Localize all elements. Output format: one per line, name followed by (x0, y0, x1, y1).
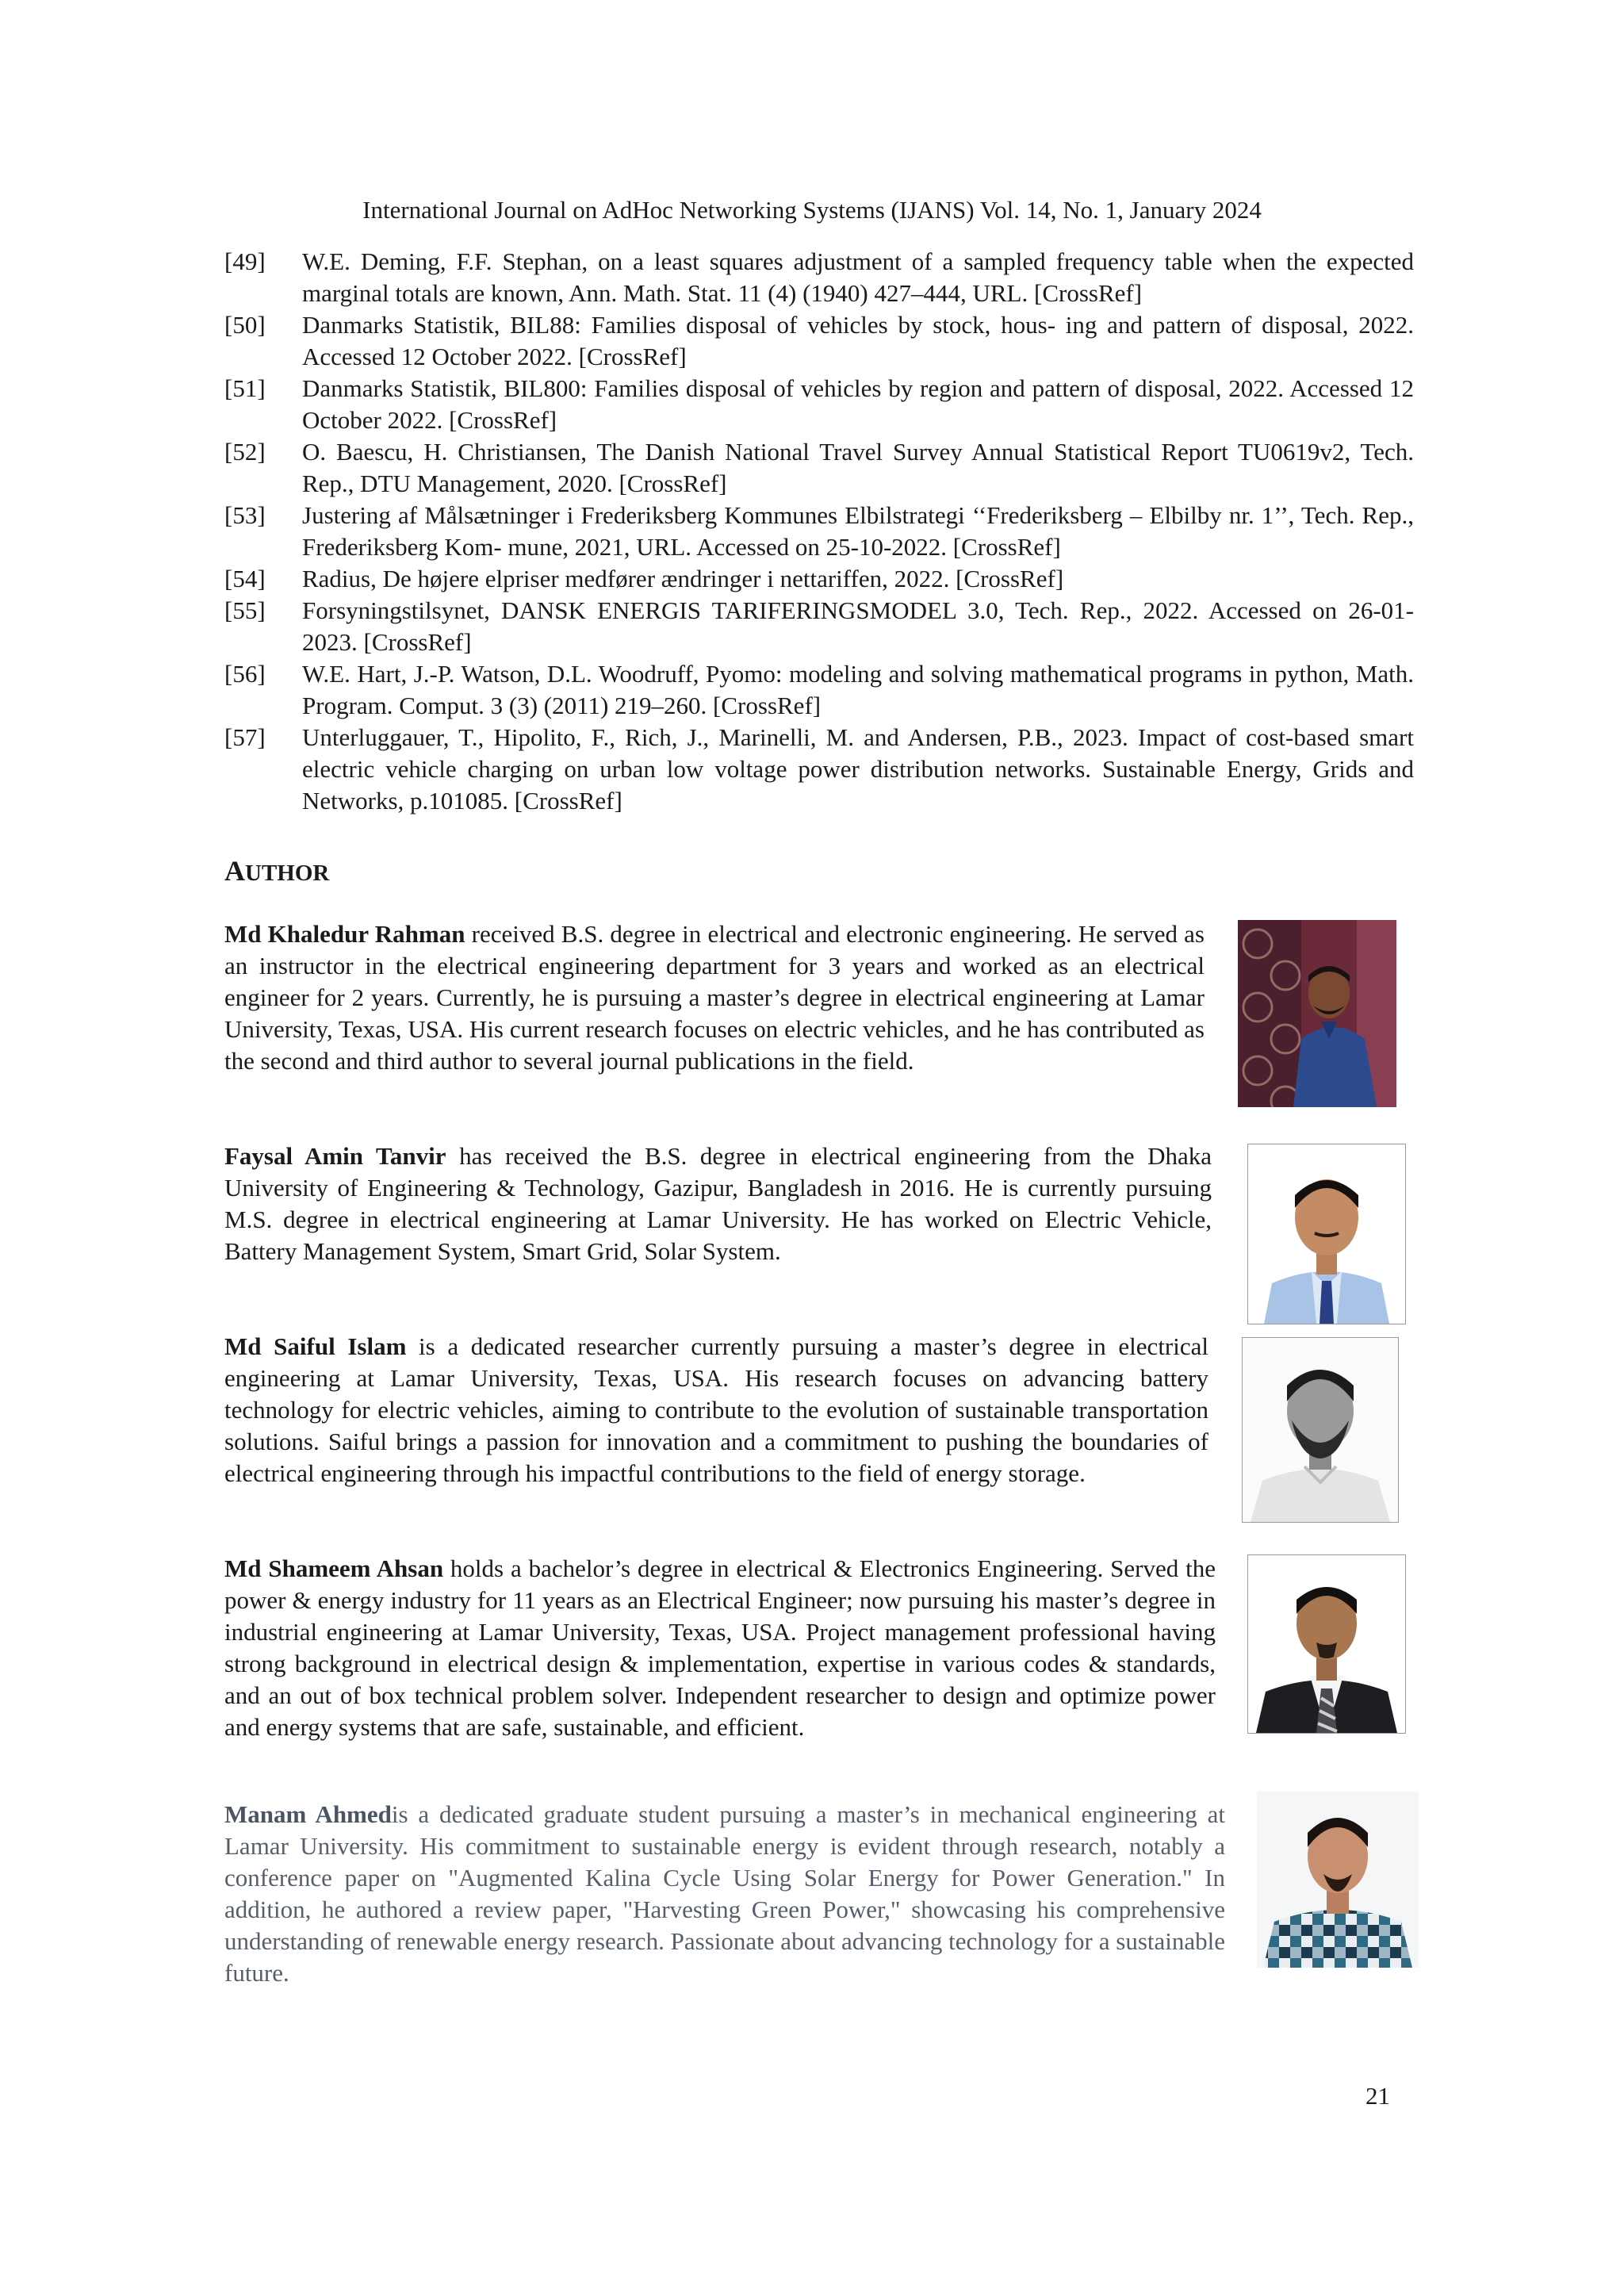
author-bio-text: is a dedicated researcher currently pursuing a master’s degree in electrical engineering at Lamar University, Texas, USA. His research focuses on advancing battery technology for electric vehicles, aiming to contribute to the evolution of sustainable transportation solutions. Saiful brings a passion for innovation and a commitment to pushing the boundaries of electrical engineering through his impactful contributions to the field of energy storage. (224, 1332, 1208, 1487)
author-photo (1238, 920, 1396, 1107)
reference-item (224, 309, 1414, 373)
reference-number: [54] (224, 565, 266, 592)
reference-text: Danmarks Statistik, BIL800: Families disposal of vehicles by region and pattern of disposal, 2022. Accessed 12 October 2022. [CrossRef] (302, 374, 1414, 434)
reference-number: [49] (224, 247, 266, 275)
reference-text: O. Baescu, H. Christiansen, The Danish National Travel Survey Annual Statistical Report TU0619v2, Tech. Rep., DTU Management, 2020. [CrossRef] (302, 438, 1414, 497)
author-bio-text: is a dedicated graduate student pursuing a master’s in mechanical engineering at Lamar University. His commitment to sustainable energy is evident through research, notably a conference paper on "Augmented Kalina Cycle Using Solar Energy for Power Generation." In addition, he authored a review paper, "Harvesting Green Power," showcasing his comprehensive understanding of renewable energy research. Passionate about advancing technology for a sustainable future. (224, 1800, 1225, 1987)
author-photo (1257, 1792, 1419, 1968)
reference-list (224, 246, 1414, 817)
author-bio (224, 1331, 1208, 1489)
author-name: Manam Ahmed (224, 1800, 392, 1828)
author-bio-text: received B.S. degree in electrical and electronic engineering. He served as an instructor in the electrical engineering department for 3 years and worked as an electrical engineer for 2 years. Currently, he is pursuing a master’s degree in electrical engineering at Lamar University, Texas, USA. His current research focuses on electric vehicles, and he has contributed as the second and third author to several journal publications in the field. (224, 920, 1205, 1075)
reference-text: Justering af Målsætninger i Frederiksberg Kommunes Elbilstrategi ‘‘Frederiksberg – Elbilby nr. 1’’, Tech. Rep., Frederiksberg Kom- mune, 2021, URL. Accessed on 25-10-2022. [CrossRef] (302, 501, 1414, 561)
reference-item (224, 500, 1414, 563)
reference-number: [53] (224, 501, 266, 529)
reference-number: [51] (224, 374, 266, 402)
reference-item (224, 563, 1414, 595)
journal-header: International Journal on AdHoc Networking Systems (IJANS) Vol. 14, No. 1, January 2024 (362, 196, 1262, 224)
author-name: Md Saiful Islam (224, 1332, 407, 1360)
reference-number: [50] (224, 311, 266, 339)
author-photo (1247, 1554, 1406, 1734)
reference-number: [55] (224, 596, 266, 624)
author-name: Md Khaledur Rahman (224, 920, 465, 948)
author-bio (224, 1799, 1225, 1989)
author-name: Faysal Amin Tanvir (224, 1142, 446, 1170)
author-bio-text: holds a bachelor’s degree in electrical & Electronics Engineering. Served the power & energy industry for 11 years as an Electrical Engineer; now pursuing his master’s degree in industrial engineering at Lamar University, Texas, USA. Project management professional having strong background in electrical design & implementation, expertise in various codes & standards, and an out of box technical problem solver. Independent researcher to design and optimize power and energy systems that are safe, sustainable, and efficient. (224, 1554, 1216, 1741)
author-bio (224, 918, 1205, 1077)
author-bio (224, 1553, 1216, 1743)
reference-item (224, 658, 1414, 722)
reference-item (224, 436, 1414, 500)
reference-text: W.E. Hart, J.-P. Watson, D.L. Woodruff, Pyomo: modeling and solving mathematical programs in python, Math. Program. Comput. 3 (3) (2011) 219–260. [CrossRef] (302, 660, 1414, 719)
reference-item (224, 246, 1414, 309)
reference-text: Danmarks Statistik, BIL88: Families disposal of vehicles by stock, hous- ing and pattern of disposal, 2022. Accessed 12 October 2022. [CrossRef] (302, 311, 1414, 370)
author-bio-text: has received the B.S. degree in electrical engineering from the Dhaka University of Engineering & Technology, Gazipur, Bangladesh in 2016. He is currently pursuing M.S. degree in electrical engineering at Lamar University. He has worked on Electric Vehicle, Battery Management System, Smart Grid, Solar System. (224, 1142, 1212, 1265)
reference-text: Forsyningstilsynet, DANSK ENERGIS TARIFERINGSMODEL 3.0, Tech. Rep., 2022. Accessed on 26-01-2023. [CrossRef] (302, 596, 1414, 656)
reference-item (224, 373, 1414, 436)
author-name: Md Shameem Ahsan (224, 1554, 444, 1582)
reference-text: W.E. Deming, F.F. Stephan, on a least squares adjustment of a sampled frequency table when the expected marginal totals are known, Ann. Math. Stat. 11 (4) (1940) 427–444, URL. [CrossRef] (302, 247, 1414, 307)
reference-text: Radius, De højere elpriser medfører ændringer i nettariffen, 2022. [CrossRef] (302, 565, 1064, 592)
reference-number: [57] (224, 723, 266, 751)
author-bio (224, 1140, 1212, 1267)
reference-item (224, 595, 1414, 658)
reference-number: [56] (224, 660, 266, 688)
reference-number: [52] (224, 438, 266, 466)
page-number: 21 (1365, 2082, 1390, 2110)
author-photo (1242, 1337, 1399, 1523)
author-photo (1247, 1144, 1406, 1324)
reference-text: Unterluggauer, T., Hipolito, F., Rich, J., Marinelli, M. and Andersen, P.B., 2023. Impact of cost-based smart electric vehicle charging on urban low voltage power distribution networks. Sustainable Energy, Grids and Networks, p.101085. [CrossRef] (302, 723, 1414, 815)
section-title-author: AUTHOR (224, 855, 330, 887)
reference-item (224, 722, 1414, 817)
